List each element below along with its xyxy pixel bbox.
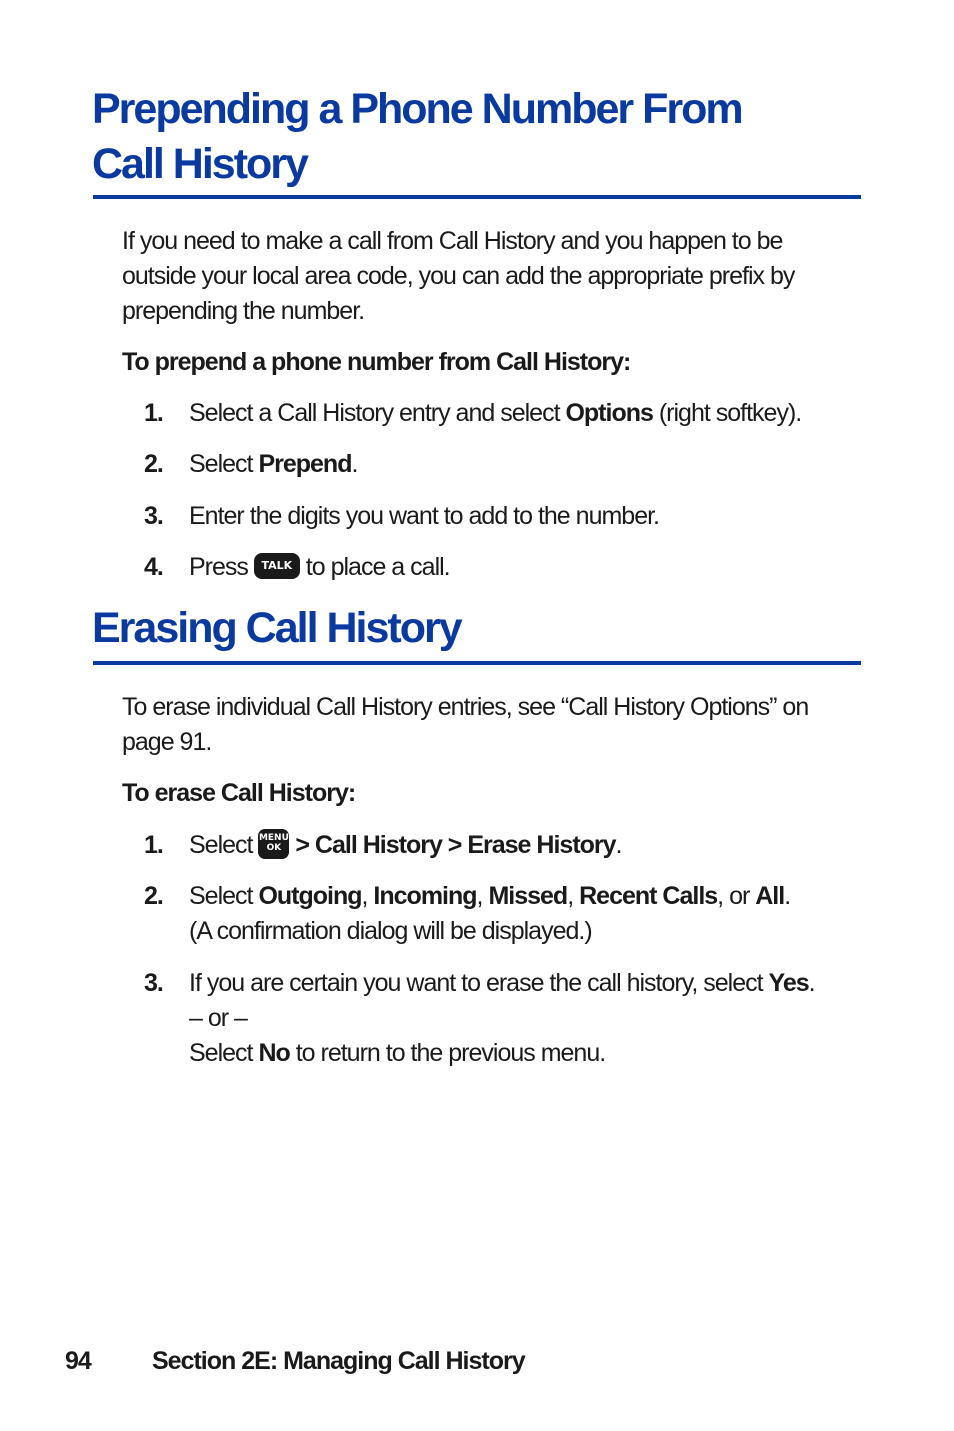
talk-key-icon: TALK — [254, 553, 300, 579]
step-text: Select a Call History entry and select Options (right softkey). — [189, 399, 802, 427]
step-number: 2. — [144, 882, 163, 910]
page-number: 94 — [65, 1347, 91, 1375]
title-line-2: Call History — [92, 140, 307, 188]
step-number: 3. — [144, 969, 163, 997]
intro-paragraph: If you need to make a call from Call History and you happen to be outside your local area code, you can add the appropriate prefix by prepending the number. — [122, 227, 795, 325]
instruction-lead: To prepend a phone number from Call History: — [122, 348, 631, 376]
step-text: Select MENU OK > Call History > Erase History. — [189, 831, 622, 859]
or-separator: – or – — [189, 1004, 247, 1032]
instruction-lead: To erase Call History: — [122, 779, 356, 807]
title-rule — [93, 661, 861, 665]
section-title-prepending — [92, 82, 742, 192]
intro-paragraph: To erase individual Call History entries, see “Call History Options” on page 91. — [122, 693, 809, 756]
step-text: Select Outgoing, Incoming, Missed, Recent Calls, or All. (A confirmation dialog will be displayed.) — [189, 882, 791, 945]
step-number: 1. — [144, 831, 163, 859]
title-rule — [93, 195, 861, 199]
step-number: 2. — [144, 450, 163, 478]
step-text: Enter the digits you want to add to the number. — [189, 502, 659, 530]
title-line-1: Prepending a Phone Number From — [92, 85, 742, 133]
menu-ok-key-icon: MENU OK — [258, 829, 289, 859]
step-number: 4. — [144, 553, 163, 581]
footer-section-title: Section 2E: Managing Call History — [152, 1347, 525, 1375]
step-number: 1. — [144, 399, 163, 427]
step-text: Press TALK to place a call. — [189, 553, 450, 581]
step-text: Select Prepend. — [189, 450, 358, 478]
step-text: If you are certain you want to erase the call history, select Yes. – or – Select No to return to the previous menu. — [189, 969, 815, 1067]
section-title-erasing: Erasing Call History — [92, 604, 461, 652]
step-number: 3. — [144, 502, 163, 530]
